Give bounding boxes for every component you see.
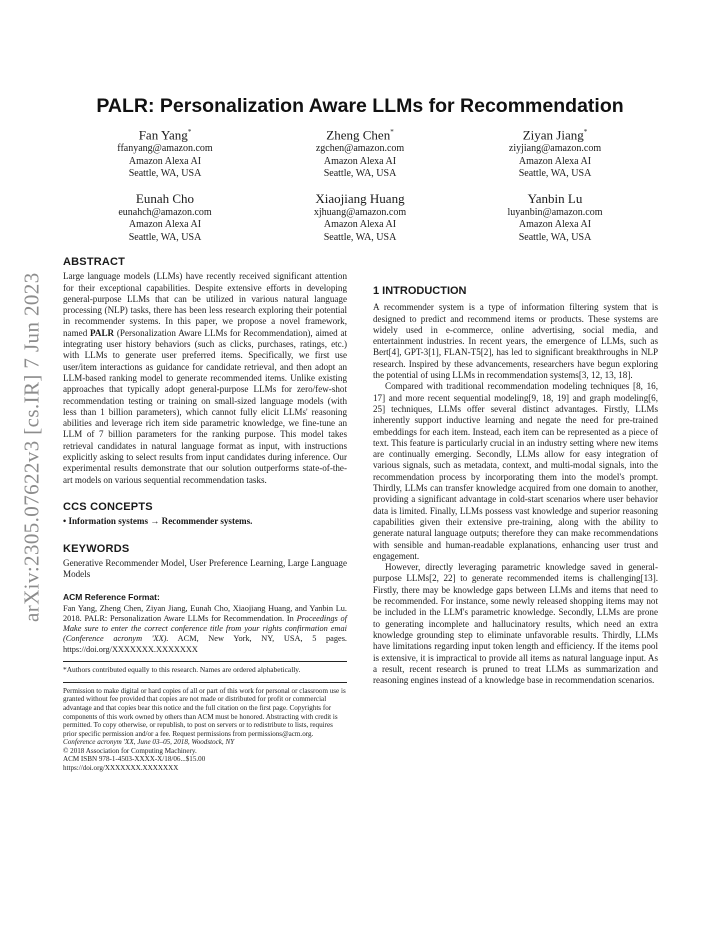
arxiv-stamp: arXiv:2305.07622v3 [cs.IR] 7 Jun 2023 <box>19 272 44 622</box>
permission-notice: Permission to make digital or hard copies of all or part of this work for personal or classroom use is granted without fee provided that copies are not made or distributed for profit or commercial advantage and that copies bear this notice and the full citation on the first page. Copyrights for components of this work owned by others than ACM must be honored. Abstracting with credit is permitted. To copy otherwise, or republish, to post on servers or to redistribute to lists, requires prior specific permission and/or a fee. Request permissions from permissions@acm.org. <box>63 686 346 738</box>
author-row <box>70 124 650 181</box>
author-location: Seattle, WA, USA <box>128 231 202 243</box>
author-card <box>460 124 650 181</box>
ccs-heading: CCS CONCEPTS <box>63 500 153 513</box>
author-block <box>70 124 650 253</box>
author-email: eunahch@amazon.com <box>118 206 212 218</box>
author-affiliation: Amazon Alexa AI <box>128 155 202 167</box>
author-name: Ziyan Jiang* <box>522 127 588 143</box>
author-email: ffanyang@amazon.com <box>117 143 213 155</box>
author-affiliation: Amazon Alexa AI <box>518 155 592 167</box>
abstract-heading: ABSTRACT <box>63 256 126 268</box>
intro-paragraph-1: A recommender system is a type of information filtering system that is designed to predict and recommend items or products. These systems are widely used in e-commerce, online advertising, social media, and entertainment industries. In recent years, the emergence of LLMs, such as Bert[4], GPT-3[1], FLAN-T5[2], has led to significant breakthroughs in NLP research. Inspired by these advancements, researchers have begun exploring the potential of using LLMs in recommendation systems[3, 12, 13, 18]. <box>373 302 658 381</box>
author-affiliation: Amazon Alexa AI <box>323 155 397 167</box>
author-email: luyanbin@amazon.com <box>507 206 603 218</box>
author-card <box>70 190 260 245</box>
author-affiliation: Amazon Alexa AI <box>128 219 202 231</box>
isbn-line: ACM ISBN 978-1-4503-XXXX-X/18/06...$15.00 <box>63 755 206 764</box>
author-card <box>265 190 455 245</box>
author-location: Seattle, WA, USA <box>128 168 202 180</box>
copyright-line: © 2018 Association for Computing Machinery. <box>63 746 197 755</box>
keywords-heading: KEYWORDS <box>63 542 130 555</box>
abstract-text: Large language models (LLMs) have recently received significant attention for their exceptional capabilities. Despite extensive efforts in developing general-purpose LLMs that can be utilized in various natural language processing (NLP) tasks, there has been less research exploring their potential in recommender systems. In this paper, we propose a novel framework, named PALR (Personalization Aware LLMs for Recommendation), aimed at integrating user history behaviors (such as clicks, purchases, ratings, etc.) with LLMs to generate user preferred items. Specifically, we first use user/item interactions as guidance for candidate retrieval, and then adopt an LLM-based ranking model to generate recommended items. Unlike existing approaches that typically adopt general-purpose LLMs for zero/few-shot recommendation testing or training on small-sized language models (with less than 1 billion parameters), which cannot fully elicit LLMs' reasoning abilities and leverage rich item side parametric knowledge, we fine-tune an LLM of 7 billion parameters for the ranking purpose. This model takes retrieval candidates in natural language format as input, with instructions explicitly asking to select results from input candidates during inference. Our experimental results demonstrate that our solution outperforms state-of-the-art models on various sequential recommendation tasks. <box>63 271 348 485</box>
conference-line: Conference acronym 'XX, June 03–05, 2018, Woodstock, NY <box>63 738 235 747</box>
intro-paragraph-2: Compared with traditional recommendation modeling techniques [8, 16, 17] and more recent sequential modeling[9, 18, 19] and graph modeling[6, 25] techniques, LLMs offer several distinct advantages. Firstly, LLMs inherently support inductive learning and negate the need for pre-trained embeddings for each item. Instead, each item can be represented as a piece of text. This feature is particularly crucial in an industry setting where new items are continually emerging. Secondly, LLMs allow for easy integration of various signals, such as metadata, context, and multi-modal signals, into the recommendation process by incorporating them into the model's prompt. Thirdly, LLMs can transfer knowledge acquired from one domain to another, providing a significant advantage in cold-start scenarios where user behavior data is limited. Finally, LLMs possess vast knowledge and superior reasoning capabilities given their extensive pre-training, along with the ability to generate natural language outputs; therefore they can make recommendations with sensible and human-readable explanations, enhancing user trust and engagement. <box>373 381 658 561</box>
author-affiliation: Amazon Alexa AI <box>323 219 397 231</box>
keywords-text: Generative Recommender Model, User Preference Learning, Large Language Models <box>63 557 347 580</box>
author-affiliation: Amazon Alexa AI <box>518 219 592 231</box>
author-name: Yanbin Lu <box>527 190 583 206</box>
author-email: ziyjiang@amazon.com <box>508 143 602 155</box>
author-card <box>460 190 650 245</box>
acm-reference-text: Fan Yang, Zheng Chen, Ziyan Jiang, Eunah Cho, Xiaojiang Huang, and Yanbin Lu. 2018. PALR: Personalization Aware LLMs for Recommendation. In Proceedings of Make sure to enter the correct conference title from your rights confirmation emai (Conference acronym 'XX). ACM, New York, NY, USA, 5 pages. https://doi.org/XXXXXXX.XXXXXXX <box>63 603 347 654</box>
author-name: Xiaojiang Huang <box>315 190 405 206</box>
author-name: Zheng Chen* <box>326 127 394 143</box>
doi-line[interactable]: https://doi.org/XXXXXXX.XXXXXXX <box>63 764 179 773</box>
author-card <box>70 124 260 181</box>
acm-reference-heading: ACM Reference Format: <box>63 592 160 603</box>
author-card <box>265 124 455 181</box>
author-location: Seattle, WA, USA <box>518 231 592 243</box>
paper-title: PALR: Personalization Aware LLMs for Recommendation <box>96 95 624 117</box>
ccs-text: • Information systems → Recommender systems. <box>63 516 253 527</box>
left-column <box>63 257 347 773</box>
author-email: xjhuang@amazon.com <box>313 206 407 218</box>
author-email: zgchen@amazon.com <box>315 143 405 155</box>
right-column <box>373 260 658 686</box>
introduction-heading: 1 INTRODUCTION <box>373 285 467 297</box>
author-location: Seattle, WA, USA <box>323 168 397 180</box>
author-name: Eunah Cho <box>135 190 195 206</box>
author-footnote: *Authors contributed equally to this research. Names are ordered alphabetically. <box>63 664 301 674</box>
intro-paragraph-3: However, directly leveraging parametric knowledge saved in general-purpose LLMs[2, 22] to generate recommended items is challenging[13]. Firstly, there may be knowledge gaps between LLMs and items that need to be recommended. For instance, some newly released shopping items may not be included in the LLM's parametric knowledge. Secondly, LLMs are prone to generating incomplete and hallucinatory results, which need an extra knowledge grounding step to eliminate unfavorable results. Thirdly, LLMs have limitations regarding input token length and efficiency. If the items pool is extensive, it is impractical to provide all items as natural language input. As a result, recent research is pruned to treat LLMs as summarization and reasoning engines instead of a knowledge base in recommendation scenarios. <box>373 562 658 686</box>
author-row <box>70 190 650 245</box>
author-name: Fan Yang* <box>138 127 192 143</box>
author-location: Seattle, WA, USA <box>323 231 397 243</box>
author-location: Seattle, WA, USA <box>518 168 592 180</box>
